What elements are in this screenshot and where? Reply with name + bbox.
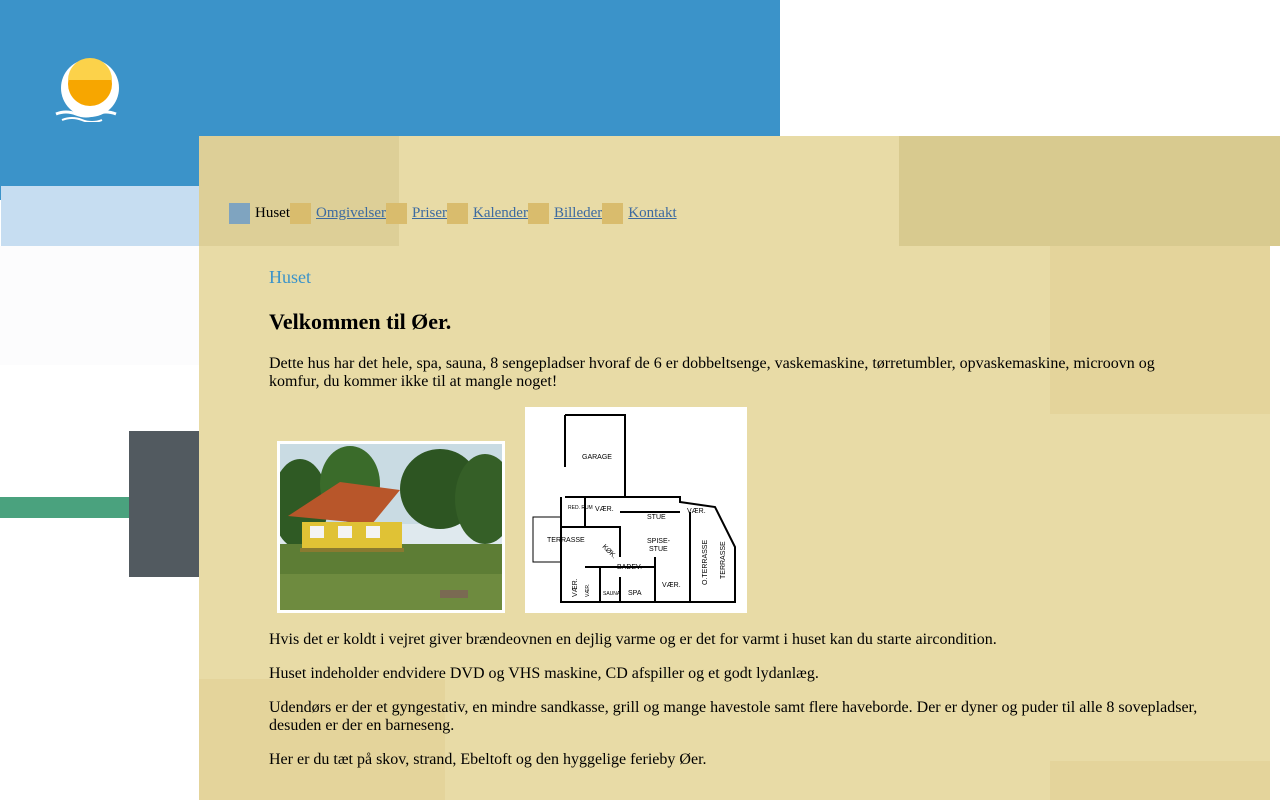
nav-square-icon (528, 203, 549, 224)
floorplan-label: VÆR. (595, 506, 614, 513)
floorplan-image (525, 407, 747, 613)
nav-item-omgivelser[interactable] (290, 203, 386, 224)
floorplan-label: RED. RUM (568, 505, 593, 511)
house-photo (277, 441, 505, 613)
floorplan-label: SPISE- (647, 538, 670, 545)
nav-square-icon (386, 203, 407, 224)
content-area (269, 265, 1209, 785)
nav-link[interactable]: Kontakt (628, 205, 677, 221)
decor-light-blue-block (1, 186, 199, 246)
body-paragraph: Udendørs er der et gyngestativ, en mindre sandkasse, grill og mange havestole samt flere haveborde. Der er dyner og puder til alle 8 sovepladser, desuden er der en barneseng. (269, 699, 1198, 734)
decor-nav-block-right (899, 136, 1280, 246)
nav-item-priser[interactable] (386, 203, 447, 224)
nav-square-icon (602, 203, 623, 224)
sun-over-water-logo-icon[interactable] (52, 54, 120, 122)
nav-item-huset[interactable] (229, 203, 290, 224)
breadcrumb: Huset (269, 267, 311, 287)
nav-label[interactable]: Huset (255, 205, 290, 221)
nav-item-billeder[interactable] (528, 203, 602, 224)
floorplan-label: SPA (628, 590, 642, 597)
image-row (269, 407, 1209, 613)
body-paragraph: Her er du tæt på skov, strand, Ebeltoft og den hyggelige ferieby Øer. (269, 751, 707, 768)
body-paragraph: Huset indeholder endvidere DVD og VHS maskine, CD afspiller og et godt lydanlæg. (269, 665, 819, 682)
nav-link[interactable]: Omgivelser (316, 205, 386, 221)
page-title: Velkommen til Øer. (269, 309, 452, 334)
nav-link[interactable]: Priser (411, 205, 447, 221)
nav-item-kontakt[interactable] (602, 203, 676, 224)
decor-slate-block (129, 431, 199, 577)
floorplan-label: SAUNA (603, 591, 621, 597)
nav-square-icon (290, 203, 311, 224)
nav-square-icon (447, 203, 468, 224)
floorplan-label: VÆR. (572, 578, 579, 597)
floorplan-label: STUE (647, 514, 666, 521)
intro-paragraph: Dette hus har det hele, spa, sauna, 8 sengepladser hvoraf de 6 er dobbeltsenge, vaskemaskine, tørretumbler, opvaskemaskine, microovn og komfur, du kommer ikke til at mangle noget! (269, 355, 1155, 390)
floorplan-label: TERRASSE (720, 541, 727, 579)
floorplan-label: VÆR. (687, 508, 706, 515)
decor-nav-block-left (199, 136, 399, 246)
floorplan-label: GARAGE (582, 454, 612, 461)
floorplan-label: STUE (649, 546, 668, 553)
floorplan-label: VÆR. (585, 583, 591, 597)
floorplan-label: O.TERRASSE (702, 539, 709, 585)
body-paragraph: Hvis det er koldt i vejret giver brændeovnen en dejlig varme og er det for varmt i huset kan du starte aircondition. (269, 631, 997, 648)
floorplan-label: BADEV. (617, 564, 643, 571)
main-nav (229, 203, 677, 224)
floorplan-label: KØK. (600, 543, 618, 561)
floorplan-label: TERRASSE (547, 537, 585, 544)
nav-square-icon (229, 203, 250, 224)
nav-link[interactable]: Kalender (472, 205, 528, 221)
decor-green-bar (0, 497, 129, 518)
nav-link[interactable]: Billeder (553, 205, 603, 221)
nav-item-kalender[interactable] (447, 203, 528, 224)
decor-pale-block (0, 246, 199, 365)
floorplan-label: VÆR. (662, 582, 681, 589)
